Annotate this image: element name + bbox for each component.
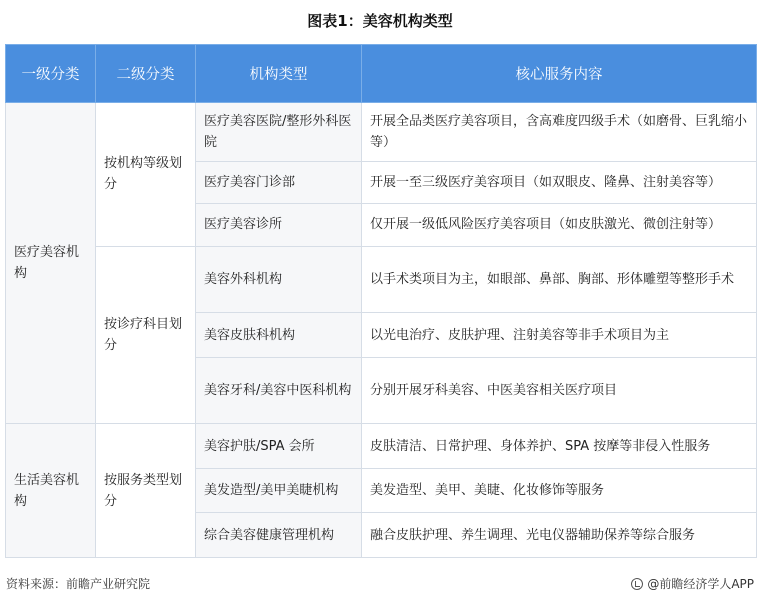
type-cell: 美容牙科/美容中医科机构 [196,357,362,424]
beauty-institution-table [5,44,757,558]
brand-credit [631,574,754,594]
header-level2: 二级分类 [96,45,196,103]
type-cell: 美容护肤/SPA 会所 [196,424,362,468]
table-row [6,103,757,162]
type-cell: 医疗美容医院/整形外科医院 [196,103,362,162]
level1-medical: 医疗美容机构 [6,103,96,424]
brand-logo-icon [631,578,643,590]
level2-by-grade: 按机构等级划分 [96,103,196,247]
level2-by-specialty: 按诊疗科目划分 [96,246,196,424]
service-cell: 以光电治疗、皮肤护理、注射美容等非手术项目为主 [362,313,757,357]
service-cell: 开展一至三级医疗美容项目（如双眼皮、隆鼻、注射美容等） [362,161,757,203]
header-type: 机构类型 [196,45,362,103]
header-service: 核心服务内容 [362,45,757,103]
type-cell: 综合美容健康管理机构 [196,513,362,558]
type-cell: 美发造型/美甲美睫机构 [196,468,362,512]
page-title: 图表1：美容机构类型 [307,12,453,30]
service-cell: 分别开展牙科美容、中医美容相关医疗项目 [362,357,757,424]
service-cell: 融合皮肤护理、养生调理、光电仪器辅助保养等综合服务 [362,513,757,558]
table-header-row [6,45,757,103]
level1-lifestyle: 生活美容机构 [6,424,96,558]
service-cell: 以手术类项目为主，如眼部、鼻部、胸部、形体雕塑等整形手术 [362,246,757,313]
brand-text: @前瞻经济学人APP [647,577,754,591]
service-cell: 皮肤清洁、日常护理、身体养护、SPA 按摩等非侵入性服务 [362,424,757,468]
level2-by-service: 按服务类型划分 [96,424,196,558]
table-row [6,246,757,313]
service-cell: 仅开展一级低风险医疗美容项目（如皮肤激光、微创注射等） [362,204,757,246]
service-cell: 美发造型、美甲、美睫、化妆修饰等服务 [362,468,757,512]
source-note: 资料来源：前瞻产业研究院 [6,577,151,591]
service-cell: 开展全品类医疗美容项目，含高难度四级手术（如磨骨、巨乳缩小等） [362,103,757,162]
table-row [6,424,757,468]
header-level1: 一级分类 [6,45,96,103]
type-cell: 医疗美容诊所 [196,204,362,246]
type-cell: 医疗美容门诊部 [196,161,362,203]
type-cell: 美容外科机构 [196,246,362,313]
type-cell: 美容皮肤科机构 [196,313,362,357]
